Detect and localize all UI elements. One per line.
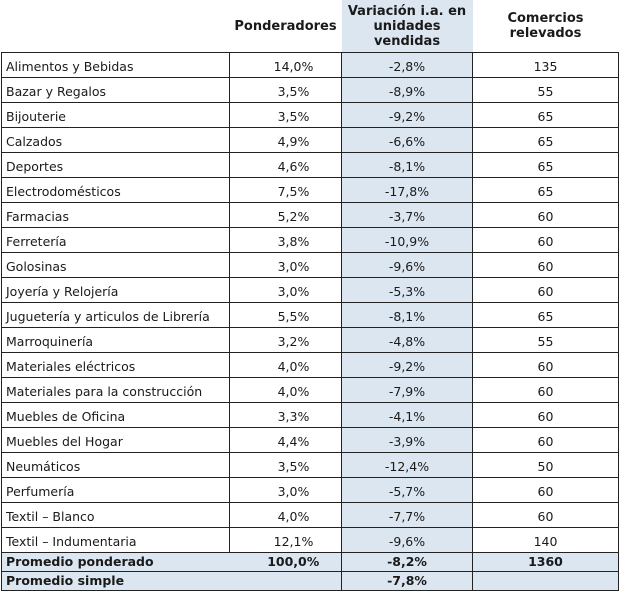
- row-category: Materiales para la construcción: [2, 378, 230, 403]
- row-variacion: -8,9%: [342, 78, 473, 103]
- row-ponderador: 4,9%: [230, 128, 342, 153]
- row-variacion: -3,9%: [342, 428, 473, 453]
- row-comercios: 60: [473, 378, 619, 403]
- table-footer: [2, 553, 619, 591]
- row-ponderador: 4,6%: [230, 153, 342, 178]
- summary-name: Promedio simple: [2, 572, 230, 591]
- summary-row-simple: [2, 572, 619, 591]
- row-comercios: 60: [473, 228, 619, 253]
- table-row: [2, 453, 619, 478]
- row-comercios: 60: [473, 503, 619, 528]
- table-row: [2, 203, 619, 228]
- row-comercios: 60: [473, 353, 619, 378]
- header-ponderadores: Ponderadores: [234, 18, 337, 34]
- row-ponderador: 3,0%: [230, 253, 342, 278]
- row-comercios: 65: [473, 128, 619, 153]
- row-variacion: -2,8%: [342, 53, 473, 78]
- row-ponderador: 3,5%: [230, 453, 342, 478]
- row-variacion: -17,8%: [342, 178, 473, 203]
- row-ponderador: 3,0%: [230, 478, 342, 503]
- header-variacion: Variación i.a. en unidades vendidas: [342, 0, 473, 53]
- row-comercios: 65: [473, 153, 619, 178]
- row-variacion: -8,1%: [342, 153, 473, 178]
- row-variacion: -4,1%: [342, 403, 473, 428]
- table-row: [2, 278, 619, 303]
- row-variacion: -4,8%: [342, 328, 473, 353]
- summary-variacion: -8,2%: [342, 553, 473, 572]
- row-category: Golosinas: [2, 253, 230, 278]
- table-row: [2, 153, 619, 178]
- row-comercios: 65: [473, 103, 619, 128]
- row-comercios: 65: [473, 178, 619, 203]
- summary-empty: [230, 572, 342, 591]
- row-ponderador: 3,5%: [230, 78, 342, 103]
- summary-empty: [473, 572, 619, 591]
- row-category: Bazar y Regalos: [2, 78, 230, 103]
- table-row: [2, 53, 619, 78]
- table-row: [2, 503, 619, 528]
- row-variacion: -8,1%: [342, 303, 473, 328]
- row-comercios: 55: [473, 78, 619, 103]
- row-variacion: -5,3%: [342, 278, 473, 303]
- row-comercios: 65: [473, 303, 619, 328]
- row-variacion: -6,6%: [342, 128, 473, 153]
- table-row: [2, 328, 619, 353]
- row-ponderador: 4,0%: [230, 353, 342, 378]
- row-category: Calzados: [2, 128, 230, 153]
- row-category: Perfumería: [2, 478, 230, 503]
- row-comercios: 55: [473, 328, 619, 353]
- row-category: Juguetería y articulos de Librería: [2, 303, 230, 328]
- row-ponderador: 3,0%: [230, 278, 342, 303]
- row-category: Farmacias: [2, 203, 230, 228]
- row-comercios: 60: [473, 403, 619, 428]
- row-ponderador: 14,0%: [230, 53, 342, 78]
- row-comercios: 140: [473, 528, 619, 553]
- header-name: [2, 0, 230, 53]
- row-comercios: 135: [473, 53, 619, 78]
- table-header: [2, 0, 619, 53]
- row-category: Textil – Blanco: [2, 503, 230, 528]
- row-category: Materiales eléctricos: [2, 353, 230, 378]
- table-row: [2, 478, 619, 503]
- row-variacion: -10,9%: [342, 228, 473, 253]
- row-ponderador: 3,8%: [230, 228, 342, 253]
- table-body: [2, 53, 619, 553]
- row-category: Alimentos y Bebidas: [2, 53, 230, 78]
- row-variacion: -9,2%: [342, 103, 473, 128]
- row-category: Bijouterie: [2, 103, 230, 128]
- row-ponderador: 3,5%: [230, 103, 342, 128]
- row-ponderador: 3,3%: [230, 403, 342, 428]
- table-row: [2, 178, 619, 203]
- table-row: [2, 403, 619, 428]
- row-ponderador: 12,1%: [230, 528, 342, 553]
- header-row: [2, 0, 619, 53]
- row-comercios: 60: [473, 478, 619, 503]
- row-category: Deportes: [2, 153, 230, 178]
- row-variacion: -7,7%: [342, 503, 473, 528]
- table-row: [2, 78, 619, 103]
- summary-ponderador: 100,0%: [230, 553, 342, 572]
- table-row: [2, 378, 619, 403]
- row-ponderador: 4,0%: [230, 503, 342, 528]
- row-comercios: 60: [473, 253, 619, 278]
- summary-variacion: -7,8%: [342, 572, 473, 591]
- row-ponderador: 3,2%: [230, 328, 342, 353]
- summary-name: Promedio ponderado: [2, 553, 230, 572]
- sales-variation-table: [1, 0, 619, 591]
- table-row: [2, 428, 619, 453]
- row-comercios: 50: [473, 453, 619, 478]
- row-comercios: 60: [473, 428, 619, 453]
- row-ponderador: 7,5%: [230, 178, 342, 203]
- table-row: [2, 228, 619, 253]
- table-row: [2, 103, 619, 128]
- row-variacion: -7,9%: [342, 378, 473, 403]
- row-variacion: -9,6%: [342, 253, 473, 278]
- row-comercios: 60: [473, 278, 619, 303]
- row-variacion: -3,7%: [342, 203, 473, 228]
- table-row: [2, 528, 619, 553]
- row-ponderador: 4,0%: [230, 378, 342, 403]
- row-variacion: -9,6%: [342, 528, 473, 553]
- table-row: [2, 353, 619, 378]
- row-variacion: -12,4%: [342, 453, 473, 478]
- row-category: Ferretería: [2, 228, 230, 253]
- row-category: Electrodomésticos: [2, 178, 230, 203]
- header-comercios: Comercios relevados: [507, 11, 584, 41]
- table-row: [2, 303, 619, 328]
- row-comercios: 60: [473, 203, 619, 228]
- row-ponderador: 5,5%: [230, 303, 342, 328]
- summary-comercios: 1360: [473, 553, 619, 572]
- summary-row-weighted: [2, 553, 619, 572]
- table-row: [2, 128, 619, 153]
- row-ponderador: 5,2%: [230, 203, 342, 228]
- row-category: Neumáticos: [2, 453, 230, 478]
- row-ponderador: 4,4%: [230, 428, 342, 453]
- row-category: Marroquinería: [2, 328, 230, 353]
- row-category: Joyería y Relojería: [2, 278, 230, 303]
- row-variacion: -5,7%: [342, 478, 473, 503]
- table-row: [2, 253, 619, 278]
- row-category: Textil – Indumentaria: [2, 528, 230, 553]
- row-category: Muebles de Oficina: [2, 403, 230, 428]
- row-category: Muebles del Hogar: [2, 428, 230, 453]
- row-variacion: -9,2%: [342, 353, 473, 378]
